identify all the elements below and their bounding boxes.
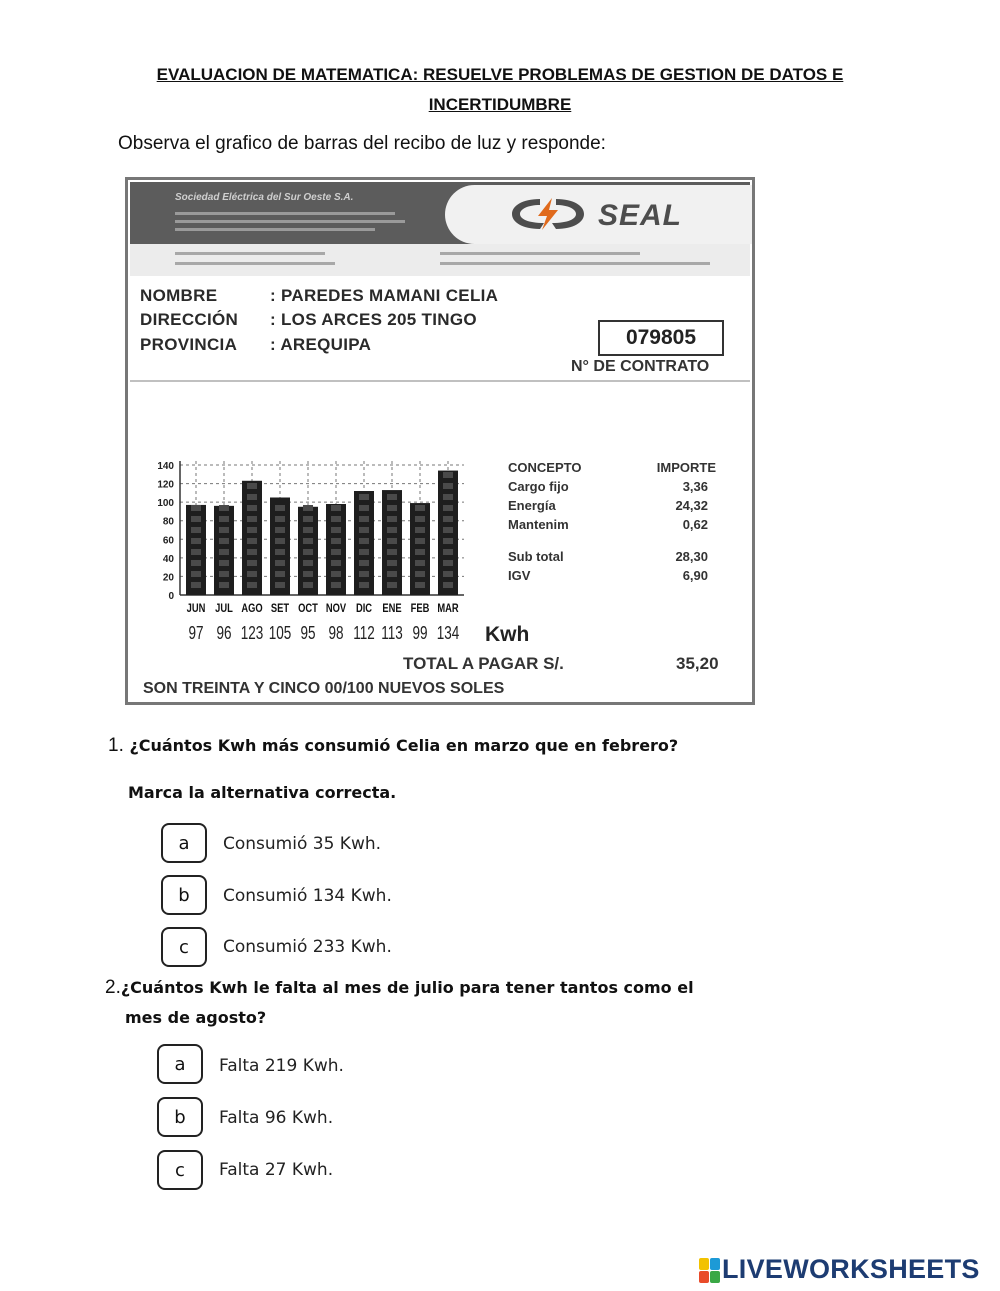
y-tick-label: 60: [162, 535, 174, 547]
bar-texture: [247, 494, 257, 500]
header-fine-print: [175, 220, 405, 223]
receipt-header: [130, 182, 750, 244]
subheader-fine-print: [175, 262, 335, 265]
bar-texture: [387, 571, 397, 577]
bar-texture: [415, 516, 425, 522]
total-label: TOTAL A PAGAR S/.: [403, 654, 564, 673]
charge-amount: 24,32: [675, 498, 708, 513]
q1-option-a-box[interactable]: a: [161, 823, 207, 863]
bar-texture: [303, 549, 313, 555]
header-fine-print: [175, 228, 375, 231]
bar-texture: [303, 538, 313, 544]
bar-texture: [331, 538, 341, 544]
address-value: : LOS ARCES 205 TINGO: [270, 310, 477, 329]
bar-texture: [331, 505, 341, 511]
x-tick-label: NOV: [325, 601, 347, 616]
bar-texture: [191, 582, 201, 588]
question-number: 2.: [105, 977, 121, 998]
bar-texture: [443, 549, 453, 555]
concept-header: CONCEPTO: [508, 460, 582, 475]
question-text: ¿Cuántos Kwh más consumió Celia en marzo que en febrero?: [129, 736, 679, 755]
q2-option-a-box[interactable]: a: [157, 1044, 203, 1084]
bar-texture: [415, 538, 425, 544]
bar-texture: [275, 571, 285, 577]
kwh-value: 99: [412, 623, 428, 643]
y-tick-label: 140: [157, 461, 174, 472]
bar-texture: [191, 538, 201, 544]
name-value: : PAREDES MAMANI CELIA: [270, 286, 499, 305]
bar-texture: [247, 538, 257, 544]
q1-option-a-text: Consumió 35 Kwh.: [223, 834, 382, 854]
bar-texture: [247, 549, 257, 555]
kwh-unit-label: Kwh: [485, 623, 530, 646]
y-tick-label: 120: [157, 479, 174, 491]
bar-texture: [219, 571, 229, 577]
address-label: DIRECCIÓN: [140, 310, 239, 329]
question-2: [105, 973, 694, 1033]
q1-option-b-text: Consumió 134 Kwh.: [223, 886, 392, 906]
bar-texture: [303, 505, 313, 511]
x-tick-label: FEB: [410, 601, 430, 616]
bar-texture: [247, 483, 257, 489]
bar-texture: [191, 516, 201, 522]
bar-texture: [415, 549, 425, 555]
x-tick-label: SET: [270, 601, 290, 616]
bar-texture: [219, 582, 229, 588]
bar-texture: [191, 571, 201, 577]
y-tick-label: 80: [162, 516, 174, 528]
q2-option-c-box[interactable]: c: [157, 1150, 203, 1190]
bar-texture: [331, 516, 341, 522]
seal-logo-text: SEAL: [598, 199, 683, 232]
bar-texture: [275, 582, 285, 588]
bar-texture: [303, 582, 313, 588]
bar-texture: [219, 549, 229, 555]
bar-texture: [331, 549, 341, 555]
bar-texture: [387, 505, 397, 511]
bar-texture: [219, 516, 229, 522]
bar-texture: [191, 527, 201, 533]
bar-texture: [359, 582, 369, 588]
bar-texture: [359, 549, 369, 555]
bar-texture: [359, 560, 369, 566]
bar-texture: [415, 560, 425, 566]
subheader-fine-print: [440, 252, 640, 255]
x-tick-label: DIC: [355, 601, 373, 616]
bar-texture: [275, 505, 285, 511]
bar-texture: [443, 516, 453, 522]
bar-texture: [247, 516, 257, 522]
q1-option-b-box[interactable]: b: [161, 875, 207, 915]
bar-texture: [275, 549, 285, 555]
bar-texture: [359, 538, 369, 544]
question-1-instruction: Marca la alternativa correcta.: [128, 783, 397, 802]
question-text-line-1: ¿Cuántos Kwh le falta al mes de julio para tener tantos como el: [120, 978, 694, 997]
bar-texture: [359, 516, 369, 522]
receipt-subheader: [130, 244, 750, 276]
x-tick-label: AGO: [241, 601, 263, 616]
bar-texture: [303, 516, 313, 522]
subheader-fine-print: [175, 252, 325, 255]
bar-texture: [443, 472, 453, 478]
subtotal-label: Sub total: [508, 549, 564, 564]
contract-label: N° DE CONTRATO: [571, 358, 710, 375]
subtotal-amount: 28,30: [675, 549, 708, 564]
bar-texture: [219, 527, 229, 533]
bar-texture: [191, 549, 201, 555]
bar-texture: [275, 538, 285, 544]
bar-texture: [443, 582, 453, 588]
x-tick-label: MAR: [437, 601, 459, 616]
kwh-value: 123: [240, 623, 264, 643]
kwh-value: 97: [188, 623, 204, 643]
bar-texture: [415, 571, 425, 577]
province-label: PROVINCIA: [140, 335, 238, 354]
receipt-divider: [130, 380, 750, 382]
amount-in-words: SON TREINTA Y CINCO 00/100 NUEVOS SOLES: [143, 680, 505, 697]
q2-option-b-text: Falta 96 Kwh.: [219, 1108, 334, 1128]
kwh-value: 105: [268, 623, 292, 643]
charge-amount: 3,36: [682, 479, 708, 494]
igv-label: IGV: [508, 568, 531, 583]
electricity-receipt: [125, 177, 755, 705]
question-1: [108, 731, 678, 761]
bar-texture: [303, 560, 313, 566]
bar-texture: [275, 560, 285, 566]
bar-texture: [331, 527, 341, 533]
worksheet-title: [80, 60, 920, 120]
bar-texture: [443, 505, 453, 511]
kwh-value: 95: [300, 623, 316, 643]
company-name: Sociedad Eléctrica del Sur Oeste S.A.: [175, 192, 354, 203]
bar-texture: [443, 494, 453, 500]
q1-option-c-text: Consumió 233 Kwh.: [223, 937, 392, 957]
bar-texture: [359, 527, 369, 533]
kwh-value: 96: [216, 623, 232, 643]
bar-texture: [443, 538, 453, 544]
header-fine-print: [175, 212, 395, 215]
igv-amount: 6,90: [682, 568, 708, 583]
bar-texture: [387, 538, 397, 544]
x-tick-label: ENE: [382, 601, 402, 616]
bar-texture: [443, 571, 453, 577]
bar-texture: [359, 571, 369, 577]
bar-texture: [247, 582, 257, 588]
bar-set: [270, 498, 290, 596]
bar-texture: [387, 560, 397, 566]
total-amount: 35,20: [676, 654, 719, 673]
kwh-value: 113: [381, 623, 403, 643]
title-line-1: EVALUACION DE MATEMATICA: RESUELVE PROBLEMAS DE GESTION DE DATOS E: [156, 65, 844, 84]
amount-header: IMPORTE: [656, 460, 716, 475]
y-tick-label: 20: [162, 572, 174, 584]
bar-texture: [359, 494, 369, 500]
bar-texture: [443, 527, 453, 533]
seal-logo-icon: [510, 196, 586, 232]
kwh-value: 112: [353, 623, 375, 643]
address-row: [140, 310, 477, 330]
bar-texture: [331, 560, 341, 566]
liveworksheets-brand: LIVEWORKSHEETS: [722, 1254, 980, 1284]
charge-label: Cargo fijo: [508, 479, 569, 494]
bar-texture: [415, 582, 425, 588]
y-tick-label: 100: [157, 498, 174, 510]
question-number: 1.: [108, 735, 124, 756]
subheader-fine-print: [440, 262, 710, 265]
bar-texture: [443, 560, 453, 566]
bar-texture: [219, 560, 229, 566]
bar-texture: [331, 582, 341, 588]
bar-texture: [219, 505, 229, 511]
x-tick-label: JUN: [186, 601, 206, 616]
bar-texture: [331, 571, 341, 577]
charge-label: Energía: [508, 498, 556, 513]
bar-texture: [303, 571, 313, 577]
bar-texture: [247, 571, 257, 577]
charge-amount: 0,62: [682, 517, 708, 532]
province-value: : AREQUIPA: [270, 335, 372, 354]
bar-texture: [219, 538, 229, 544]
bar-texture: [359, 505, 369, 511]
contract-number: 079805: [598, 320, 724, 356]
bar-texture: [387, 516, 397, 522]
bar-texture: [303, 527, 313, 533]
intro-text: Observa el grafico de barras del recibo de luz y responde:: [118, 133, 606, 154]
bar-texture: [415, 505, 425, 511]
bar-texture: [443, 483, 453, 489]
kwh-value: 98: [328, 623, 344, 643]
charge-label: Mantenim: [508, 517, 569, 532]
q2-option-c-text: Falta 27 Kwh.: [219, 1160, 334, 1180]
y-tick-label: 40: [162, 553, 174, 565]
bar-texture: [387, 582, 397, 588]
bar-texture: [247, 527, 257, 533]
bar-texture: [275, 516, 285, 522]
bar-texture: [191, 505, 201, 511]
bar-texture: [275, 527, 285, 533]
customer-name-row: [140, 286, 498, 306]
question-text-line-2: mes de agosto?: [125, 1008, 267, 1027]
kwh-value: 134: [436, 623, 460, 643]
province-row: [140, 335, 371, 355]
bar-texture: [247, 560, 257, 566]
q1-option-c-box[interactable]: c: [161, 927, 207, 967]
title-line-2: INCERTIDUMBRE: [428, 95, 572, 114]
bar-texture: [191, 560, 201, 566]
q2-option-a-text: Falta 219 Kwh.: [219, 1056, 344, 1076]
name-label: NOMBRE: [140, 286, 218, 305]
bar-texture: [387, 527, 397, 533]
bar-texture: [415, 527, 425, 533]
x-tick-label: OCT: [298, 601, 318, 616]
q2-option-b-box[interactable]: b: [157, 1097, 203, 1137]
y-tick-label: 0: [168, 591, 174, 602]
bar-texture: [247, 505, 257, 511]
consumption-bar-chart: [138, 440, 508, 620]
x-tick-label: JUL: [215, 601, 233, 616]
liveworksheets-logo-icon: [699, 1258, 721, 1283]
bar-texture: [387, 494, 397, 500]
bar-texture: [387, 549, 397, 555]
